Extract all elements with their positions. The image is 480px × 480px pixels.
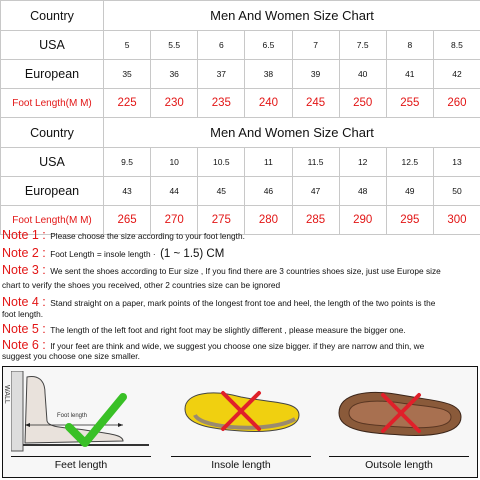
european-size: 47 xyxy=(292,177,339,206)
note-text: If your feet are think and wide, we suggest you choose one size bigger. if they are narrow and thin, we xyxy=(50,341,425,351)
usa-size: 8.5 xyxy=(433,31,480,60)
note-1 xyxy=(2,226,245,244)
header-row xyxy=(1,118,480,148)
foot-length-value: 300 xyxy=(433,206,480,235)
european-size: 43 xyxy=(104,177,151,206)
chart-title: Men And Women Size Chart xyxy=(104,118,480,148)
european-label: European xyxy=(1,177,104,206)
european-size: 44 xyxy=(151,177,198,206)
foot-length-value: 250 xyxy=(339,89,386,118)
insole-length-panel xyxy=(171,371,311,471)
foot-length-value: 265 xyxy=(104,206,151,235)
country-label: Country xyxy=(1,118,104,148)
foot-length-value: 275 xyxy=(198,206,245,235)
european-label: European xyxy=(1,60,104,89)
usa-label: USA xyxy=(1,31,104,60)
european-size: 36 xyxy=(151,60,198,89)
european-size: 39 xyxy=(292,60,339,89)
usa-size: 12.5 xyxy=(386,148,433,177)
usa-size: 7.5 xyxy=(339,31,386,60)
foot-length-value: 240 xyxy=(245,89,292,118)
usa-row xyxy=(1,148,480,177)
usa-size: 5 xyxy=(104,31,151,60)
note-label: Note 6 : xyxy=(2,338,46,352)
usa-size: 6.5 xyxy=(245,31,292,60)
european-size: 37 xyxy=(198,60,245,89)
note-text: The length of the left foot and right foot may be slightly different , please measure the bigger one. xyxy=(50,325,406,335)
usa-size: 6 xyxy=(198,31,245,60)
foot-length-marker: Foot length xyxy=(57,413,88,419)
note-3 xyxy=(2,261,441,279)
insole-diagram xyxy=(171,371,311,453)
european-row xyxy=(1,60,480,89)
foot-length-value: 255 xyxy=(386,89,433,118)
european-size: 38 xyxy=(245,60,292,89)
usa-label: USA xyxy=(1,148,104,177)
usa-size: 10.5 xyxy=(198,148,245,177)
note-label: Note 1 : xyxy=(2,228,46,242)
usa-size: 7 xyxy=(292,31,339,60)
feet-length-panel xyxy=(3,371,151,471)
european-size: 40 xyxy=(339,60,386,89)
note-3-continued: chart to verify the shoes you received, other 2 countries size can be ignored xyxy=(2,280,281,290)
foot-length-value: 225 xyxy=(104,89,151,118)
european-size: 41 xyxy=(386,60,433,89)
note-text: Stand straight on a paper, mark points of the longest front toe and heel, the length of the two points is the xyxy=(50,298,436,308)
foot-length-label: Foot Length(M M) xyxy=(1,89,104,118)
european-size: 48 xyxy=(339,177,386,206)
foot-length-value: 235 xyxy=(198,89,245,118)
foot-length-value: 280 xyxy=(245,206,292,235)
note-label: Note 3 : xyxy=(2,263,46,277)
note-label: Note 2 : xyxy=(2,246,46,260)
usa-size: 11.5 xyxy=(292,148,339,177)
usa-size: 8 xyxy=(386,31,433,60)
note-label: Note 5 : xyxy=(2,322,46,336)
chart-title: Men And Women Size Chart xyxy=(104,1,480,31)
outsole-length-panel xyxy=(329,371,469,471)
european-size: 35 xyxy=(104,60,151,89)
size-chart-table-1 xyxy=(0,0,480,118)
foot-length-value: 270 xyxy=(151,206,198,235)
usa-size: 5.5 xyxy=(151,31,198,60)
foot-length-row xyxy=(1,89,480,118)
note-4-continued: foot length. xyxy=(2,309,44,319)
wall-label: WALL xyxy=(3,385,10,404)
measurement-illustration xyxy=(2,366,478,478)
foot-length-value: 295 xyxy=(386,206,433,235)
european-row xyxy=(1,177,480,206)
european-size: 50 xyxy=(433,177,480,206)
insole-length-caption: Insole length xyxy=(171,456,311,471)
usa-size: 9.5 xyxy=(104,148,151,177)
note-text: Please choose the size according to your foot length. xyxy=(50,231,245,241)
usa-size: 10 xyxy=(151,148,198,177)
european-size: 45 xyxy=(198,177,245,206)
foot-length-value: 245 xyxy=(292,89,339,118)
usa-size: 11 xyxy=(245,148,292,177)
usa-row xyxy=(1,31,480,60)
size-chart-table-2 xyxy=(0,117,480,235)
outsole-diagram xyxy=(329,371,469,453)
usa-size: 13 xyxy=(433,148,480,177)
foot-length-label: Foot Length(M M) xyxy=(1,206,104,235)
foot-length-value: 290 xyxy=(339,206,386,235)
european-size: 46 xyxy=(245,177,292,206)
note-text: Foot Length = insole length · xyxy=(50,249,156,259)
note-label: Note 4 : xyxy=(2,295,46,309)
note-4 xyxy=(2,293,435,311)
foot-length-value: 260 xyxy=(433,89,480,118)
usa-size: 12 xyxy=(339,148,386,177)
note-6-continued: suggest you choose one size smaller. xyxy=(2,351,140,361)
feet-length-caption: Feet length xyxy=(11,456,151,471)
header-row xyxy=(1,1,480,31)
foot-measure-diagram xyxy=(11,371,151,453)
outsole-length-caption: Outsole length xyxy=(329,456,469,471)
foot-length-value: 230 xyxy=(151,89,198,118)
country-label: Country xyxy=(1,1,104,31)
note-range: (1 ~ 1.5) CM xyxy=(160,248,225,260)
european-size: 49 xyxy=(386,177,433,206)
european-size: 42 xyxy=(433,60,480,89)
foot-length-value: 285 xyxy=(292,206,339,235)
note-text: We sent the shoes according to Eur size , If you find there are 3 countries shoes size, just use Europe size xyxy=(50,266,441,276)
note-2 xyxy=(2,244,224,262)
